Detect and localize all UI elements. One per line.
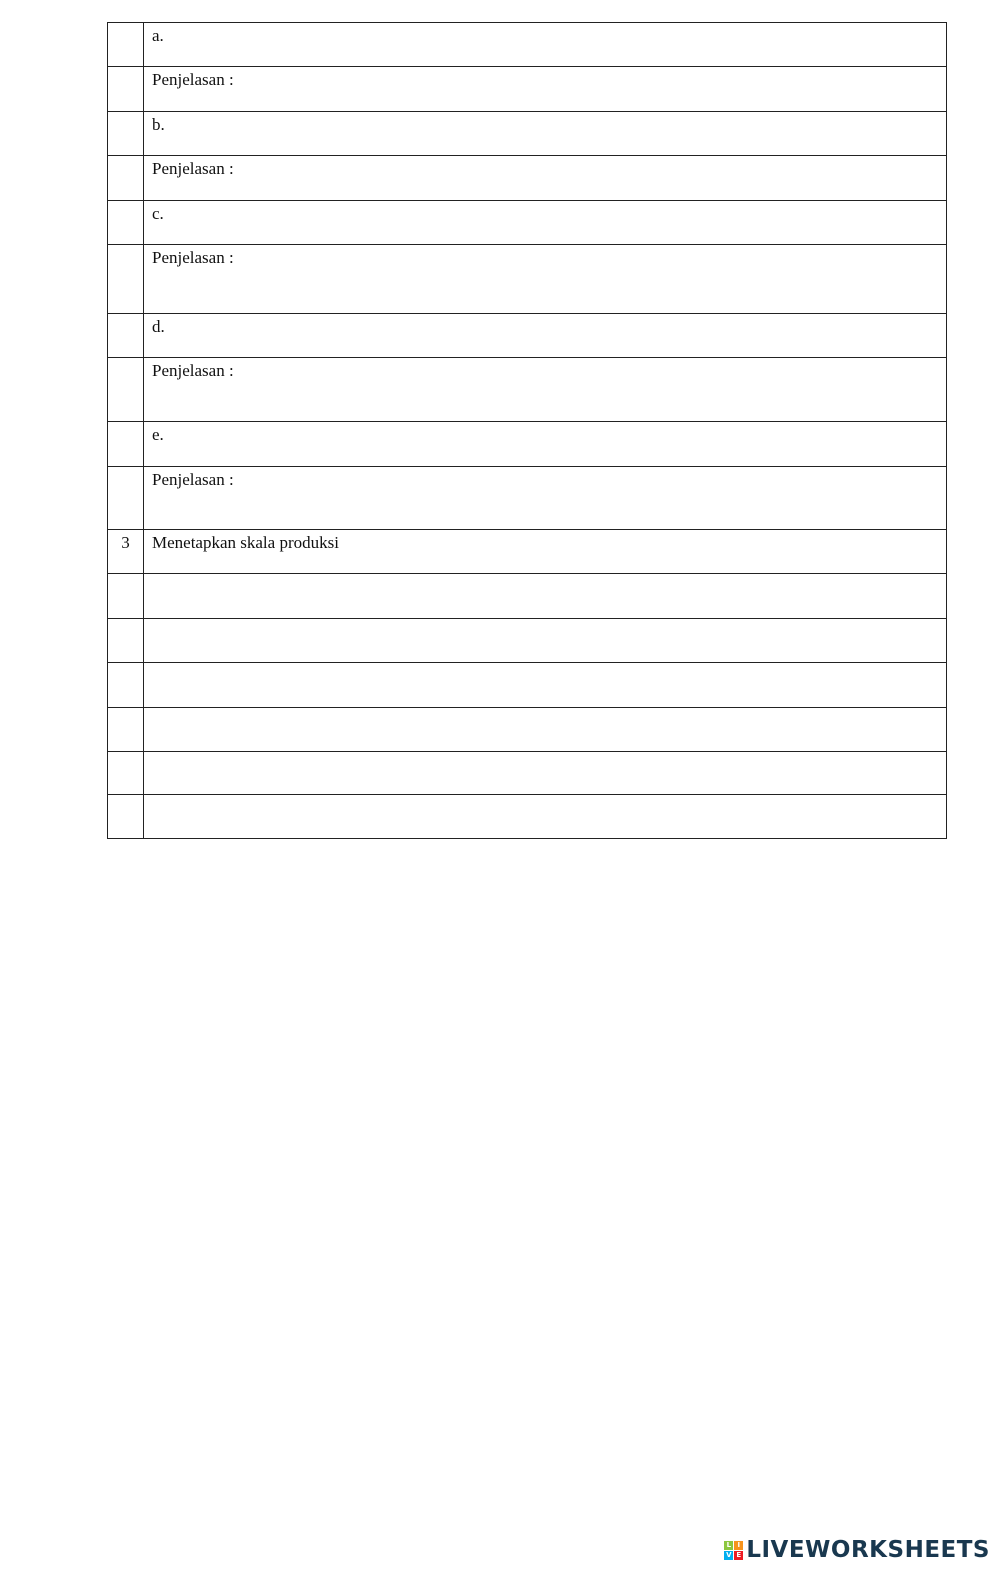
- row-number-cell: [108, 619, 144, 663]
- answer-cell: [144, 574, 947, 619]
- logo-letter-v: V: [726, 1551, 732, 1559]
- table-row: [108, 530, 947, 574]
- table-row: [108, 156, 947, 201]
- table-row: [108, 314, 947, 358]
- table-row: [108, 23, 947, 67]
- table-row: [108, 795, 947, 839]
- worksheet-table: [107, 22, 947, 839]
- table-row: [108, 358, 947, 422]
- option-label-cell: d.: [144, 314, 947, 358]
- table-row: [108, 112, 947, 156]
- explanation-cell: Penjelasan :: [144, 467, 947, 530]
- row-number-cell: [108, 67, 144, 112]
- explanation-cell: Penjelasan :: [144, 245, 947, 314]
- section-title-cell: Menetapkan skala produksi: [144, 530, 947, 574]
- option-label-cell: b.: [144, 112, 947, 156]
- answer-cell: [144, 752, 947, 795]
- logo-letter-l: L: [724, 1541, 733, 1550]
- table-row: [108, 619, 947, 663]
- row-number-cell: [108, 112, 144, 156]
- table-row: [108, 67, 947, 112]
- table-row: [108, 201, 947, 245]
- table-row: [108, 752, 947, 795]
- explanation-cell: Penjelasan :: [144, 156, 947, 201]
- row-number-cell: [108, 467, 144, 530]
- row-number-cell: [108, 422, 144, 467]
- brand-name: LIVEWORKSHEETS: [746, 1537, 990, 1563]
- row-number-cell: [108, 663, 144, 708]
- answer-cell: [144, 795, 947, 839]
- option-label-cell: c.: [144, 201, 947, 245]
- row-number-cell: [108, 245, 144, 314]
- row-number-cell: [108, 708, 144, 752]
- answer-cell: [144, 663, 947, 708]
- table-row: [108, 467, 947, 530]
- option-label-cell: e.: [144, 422, 947, 467]
- row-number-cell: 3: [108, 530, 144, 574]
- logo-mark-icon: [724, 1541, 743, 1560]
- row-number-cell: [108, 795, 144, 839]
- row-number-cell: [108, 574, 144, 619]
- table-row: [108, 574, 947, 619]
- liveworksheets-logo[interactable]: [724, 1537, 990, 1563]
- option-label-cell: a.: [144, 23, 947, 67]
- logo-letter-e: E: [734, 1551, 743, 1560]
- table-row: [108, 708, 947, 752]
- explanation-cell: Penjelasan :: [144, 358, 947, 422]
- row-number-cell: [108, 201, 144, 245]
- row-number-cell: [108, 358, 144, 422]
- answer-cell: [144, 708, 947, 752]
- row-number-cell: [108, 23, 144, 67]
- table-row: [108, 422, 947, 467]
- table-row: [108, 663, 947, 708]
- row-number-cell: [108, 314, 144, 358]
- row-number-cell: [108, 752, 144, 795]
- answer-cell: [144, 619, 947, 663]
- row-number-cell: [108, 156, 144, 201]
- table-row: [108, 245, 947, 314]
- logo-letter-i: I: [734, 1541, 743, 1550]
- explanation-cell: Penjelasan :: [144, 67, 947, 112]
